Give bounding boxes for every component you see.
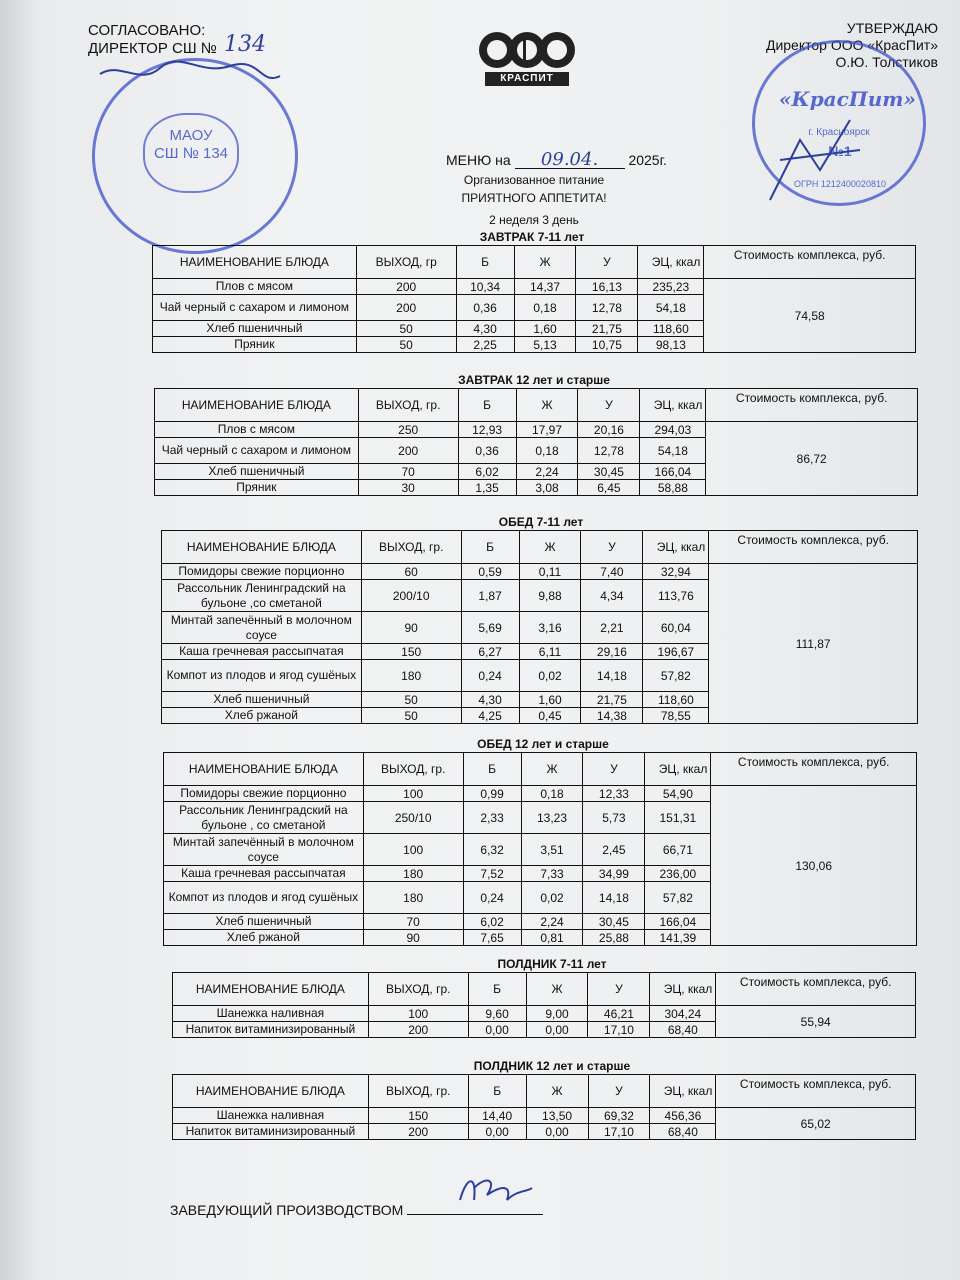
dish-fat: 0,18: [514, 295, 576, 321]
approved-label: СОГЛАСОВАНО:: [88, 22, 206, 39]
stamp-line1: МАОУ: [169, 127, 213, 144]
dish-carbs: 20,16: [578, 422, 640, 438]
col-protein-header: Б: [456, 246, 514, 279]
table-header-row: [173, 1075, 916, 1108]
dish-fat: 0,00: [526, 1022, 588, 1038]
signature-right-icon: [760, 100, 880, 210]
dish-carbs: 12,33: [583, 786, 645, 802]
dish-yield: 200: [368, 1124, 468, 1140]
dish-yield: 70: [363, 914, 463, 930]
dish-fat: 14,37: [514, 279, 576, 295]
dish-yield: 90: [361, 612, 461, 644]
dish-energy: 60,04: [643, 612, 709, 644]
complex-cost: 55,94: [716, 1006, 916, 1038]
section-title: ПОЛДНИК 7-11 лет: [497, 957, 607, 971]
dish-carbs: 34,99: [583, 866, 645, 882]
org-line: Организованное питание: [463, 173, 605, 187]
col-name-header: НАИМЕНОВАНИЕ БЛЮДА: [153, 246, 357, 279]
dish-name: Шанежка наливная: [173, 1006, 369, 1022]
dish-name: Хлеб пшеничный: [153, 321, 357, 337]
col-cost-header: Стоимость комплекса, руб.: [716, 973, 916, 1006]
menu-date: 09.04.: [515, 152, 625, 169]
col-name-header: НАИМЕНОВАНИЕ БЛЮДА: [173, 1075, 369, 1108]
table-header-row: [153, 246, 916, 279]
col-carbs-header: У: [588, 1075, 650, 1108]
col-name-header: НАИМЕНОВАНИЕ БЛЮДА: [164, 753, 364, 786]
dish-yield: 50: [356, 321, 456, 337]
dish-protein: 2,33: [463, 802, 521, 834]
dish-carbs: 5,73: [583, 802, 645, 834]
complex-cost: 130,06: [711, 786, 917, 946]
dish-carbs: 69,32: [588, 1108, 650, 1124]
stamp-line2: СШ № 134: [153, 145, 229, 162]
dish-carbs: 17,10: [588, 1124, 650, 1140]
dish-protein: 4,25: [461, 708, 519, 724]
menu-prefix: МЕНЮ на: [446, 152, 511, 168]
dish-carbs: 29,16: [581, 644, 643, 660]
dish-fat: 9,88: [519, 580, 581, 612]
dish-name: Хлеб пшеничный: [162, 692, 362, 708]
dish-fat: 0,00: [526, 1124, 588, 1140]
dish-energy: 235,23: [638, 279, 704, 295]
dish-fat: 3,16: [519, 612, 581, 644]
col-yield-header: ВЫХОД, гр: [356, 246, 456, 279]
director-school-label: ДИРЕКТОР СШ №: [88, 40, 217, 57]
dish-energy: 151,31: [645, 802, 711, 834]
dish-protein: 0,59: [461, 564, 519, 580]
dish-energy: 58,88: [640, 480, 706, 496]
dish-fat: 3,08: [516, 480, 578, 496]
dish-energy: 294,03: [640, 422, 706, 438]
dish-fat: 7,33: [521, 866, 583, 882]
table-header-row: [162, 531, 918, 564]
menu-table: [152, 245, 916, 353]
dish-carbs: 6,45: [578, 480, 640, 496]
dish-name: Плов с мясом: [155, 422, 359, 438]
dish-fat: 0,18: [521, 786, 583, 802]
dish-name: Компот из плодов и ягод сушёных: [162, 660, 362, 692]
col-protein-header: Б: [461, 531, 519, 564]
dish-fat: 0,81: [521, 930, 583, 946]
col-fat-header: Ж: [519, 531, 581, 564]
dish-energy: 118,60: [638, 321, 704, 337]
dish-fat: 2,24: [521, 914, 583, 930]
col-yield-header: ВЫХОД, гр.: [368, 973, 468, 1006]
dish-protein: 14,40: [468, 1108, 526, 1124]
dish-energy: 196,67: [643, 644, 709, 660]
approval-block-left: [88, 22, 266, 58]
dish-energy: 78,55: [643, 708, 709, 724]
week-day: 2 неделя 3 день: [489, 213, 579, 227]
col-cost-header: Стоимость комплекса, руб.: [716, 1075, 916, 1108]
dish-yield: 50: [361, 708, 461, 724]
dish-energy: 98,13: [638, 337, 704, 353]
kraspit-logo: [473, 28, 581, 86]
col-energy-header: ЭЦ, ккал: [643, 531, 709, 564]
col-yield-header: ВЫХОД, гр.: [358, 389, 458, 422]
dish-name: Плов с мясом: [153, 279, 357, 295]
col-cost-header: Стоимость комплекса, руб.: [709, 531, 918, 564]
col-cost-header: Стоимость комплекса, руб.: [711, 753, 917, 786]
dish-name: Пряник: [153, 337, 357, 353]
dish-yield: 180: [361, 660, 461, 692]
dish-carbs: 2,45: [583, 834, 645, 866]
dish-name: Каша гречневая рассыпчатая: [164, 866, 364, 882]
col-energy-header: ЭЦ, ккал: [650, 973, 716, 1006]
dish-yield: 200: [368, 1022, 468, 1038]
menu-table: [154, 388, 918, 496]
dish-protein: 5,69: [461, 612, 519, 644]
menu-table: [172, 972, 916, 1038]
dish-protein: 9,60: [468, 1006, 526, 1022]
dish-name: Компот из плодов и ягод сушёных: [164, 882, 364, 914]
wish-line: ПРИЯТНОГО АППЕТИТА!: [461, 191, 607, 205]
dish-fat: 0,45: [519, 708, 581, 724]
dish-protein: 0,36: [456, 295, 514, 321]
dish-yield: 100: [363, 786, 463, 802]
dish-carbs: 46,21: [588, 1006, 650, 1022]
dish-yield: 50: [356, 337, 456, 353]
col-carbs-header: У: [583, 753, 645, 786]
dish-yield: 50: [361, 692, 461, 708]
school-number-handwritten: 134: [224, 32, 266, 57]
dish-yield: 200: [356, 279, 456, 295]
stamp-ogrn: ОГРН 1212400020810: [794, 179, 886, 189]
table-row: [173, 1006, 916, 1022]
dish-yield: 100: [368, 1006, 468, 1022]
dish-protein: 0,99: [463, 786, 521, 802]
col-protein-header: Б: [468, 1075, 526, 1108]
dish-name: Минтай запечённый в молочном соусе: [164, 834, 364, 866]
dish-fat: 0,02: [521, 882, 583, 914]
dish-yield: 200/10: [361, 580, 461, 612]
section-title: ЗАВТРАК 7-11 лет: [479, 230, 585, 244]
dish-energy: 166,04: [640, 464, 706, 480]
dish-protein: 6,27: [461, 644, 519, 660]
stamp-brand: «КрасПит»: [779, 87, 916, 111]
col-fat-header: Ж: [526, 973, 588, 1006]
dish-carbs: 30,45: [578, 464, 640, 480]
dish-yield: 180: [363, 866, 463, 882]
stamp-city: г. Красноярск: [808, 127, 870, 138]
dish-fat: 6,11: [519, 644, 581, 660]
dish-fat: 13,23: [521, 802, 583, 834]
dish-carbs: 21,75: [576, 321, 638, 337]
stamp-number: №1: [828, 143, 852, 159]
col-energy-header: ЭЦ, ккал: [638, 246, 704, 279]
dish-protein: 0,24: [461, 660, 519, 692]
dish-protein: 7,52: [463, 866, 521, 882]
dish-protein: 4,30: [461, 692, 519, 708]
dish-energy: 68,40: [650, 1022, 716, 1038]
dish-carbs: 25,88: [583, 930, 645, 946]
dish-fat: 9,00: [526, 1006, 588, 1022]
dish-protein: 6,02: [463, 914, 521, 930]
col-protein-header: Б: [468, 973, 526, 1006]
dish-energy: 32,94: [643, 564, 709, 580]
dish-carbs: 7,40: [581, 564, 643, 580]
dish-protein: 6,32: [463, 834, 521, 866]
dish-yield: 60: [361, 564, 461, 580]
col-yield-header: ВЫХОД, гр.: [368, 1075, 468, 1108]
dish-energy: 57,82: [643, 660, 709, 692]
dish-energy: 54,90: [645, 786, 711, 802]
dish-carbs: 14,18: [583, 882, 645, 914]
dish-protein: 1,35: [458, 480, 516, 496]
dish-yield: 180: [363, 882, 463, 914]
col-name-header: НАИМЕНОВАНИЕ БЛЮДА: [173, 973, 369, 1006]
dish-protein: 7,65: [463, 930, 521, 946]
menu-title: [446, 149, 667, 170]
dish-carbs: 21,75: [581, 692, 643, 708]
dish-name: Минтай запечённый в молочном соусе: [162, 612, 362, 644]
dish-yield: 90: [363, 930, 463, 946]
menu-table: [172, 1074, 916, 1140]
dish-carbs: 17,10: [588, 1022, 650, 1038]
dish-name: Пряник: [155, 480, 359, 496]
approve-label: УТВЕРЖДАЮ: [846, 20, 938, 36]
col-fat-header: Ж: [516, 389, 578, 422]
table-row: [173, 1108, 916, 1124]
dish-name: Хлеб ржаной: [162, 708, 362, 724]
dish-yield: 150: [368, 1108, 468, 1124]
col-energy-header: ЭЦ, ккал: [650, 1075, 716, 1108]
dish-fat: 17,97: [516, 422, 578, 438]
col-name-header: НАИМЕНОВАНИЕ БЛЮДА: [155, 389, 359, 422]
col-carbs-header: У: [576, 246, 638, 279]
dish-yield: 150: [361, 644, 461, 660]
logo-emblem-icon: [473, 28, 581, 74]
section-title: ЗАВТРАК 12 лет и старше: [458, 373, 610, 387]
dish-energy: 166,04: [645, 914, 711, 930]
dish-fat: 3,51: [521, 834, 583, 866]
dish-yield: 70: [358, 464, 458, 480]
dish-fat: 0,18: [516, 438, 578, 464]
dish-protein: 0,00: [468, 1022, 526, 1038]
dish-energy: 118,60: [643, 692, 709, 708]
dish-name: Каша гречневая рассыпчатая: [162, 644, 362, 660]
table-header-row: [164, 753, 917, 786]
dish-protein: 1,87: [461, 580, 519, 612]
dish-fat: 1,60: [519, 692, 581, 708]
col-protein-header: Б: [458, 389, 516, 422]
dish-carbs: 12,78: [576, 295, 638, 321]
dish-energy: 68,40: [650, 1124, 716, 1140]
dish-name: Шанежка наливная: [173, 1108, 369, 1124]
dish-carbs: 10,75: [576, 337, 638, 353]
dish-fat: 0,02: [519, 660, 581, 692]
dish-name: Чай черный с сахаром и лимоном: [155, 438, 359, 464]
dish-protein: 10,34: [456, 279, 514, 295]
dish-name: Рассольник Ленинградский на бульоне , со сметаной: [164, 802, 364, 834]
section-title: ОБЕД 12 лет и старше: [477, 737, 609, 751]
dish-energy: 57,82: [645, 882, 711, 914]
col-carbs-header: У: [588, 973, 650, 1006]
section-title: ОБЕД 7-11 лет: [498, 515, 584, 529]
dish-fat: 1,60: [514, 321, 576, 337]
signature-left-icon: [90, 56, 300, 156]
dish-energy: 141,39: [645, 930, 711, 946]
dish-yield: 100: [363, 834, 463, 866]
table-row: [153, 279, 916, 295]
dish-protein: 0,24: [463, 882, 521, 914]
dish-name: Рассольник Ленинградский на бульоне ,со сметаной: [162, 580, 362, 612]
dish-energy: 54,18: [640, 438, 706, 464]
dish-fat: 5,13: [514, 337, 576, 353]
dish-carbs: 14,38: [581, 708, 643, 724]
dish-energy: 66,71: [645, 834, 711, 866]
dish-name: Хлеб пшеничный: [164, 914, 364, 930]
dish-protein: 4,30: [456, 321, 514, 337]
dish-energy: 304,24: [650, 1006, 716, 1022]
col-carbs-header: У: [578, 389, 640, 422]
dish-yield: 30: [358, 480, 458, 496]
dish-name: Напиток витаминизированный: [173, 1124, 369, 1140]
dish-carbs: 2,21: [581, 612, 643, 644]
director-company-label: Директор ООО «КрасПит»: [765, 37, 938, 53]
dish-yield: 200: [356, 295, 456, 321]
dish-fat: 2,24: [516, 464, 578, 480]
dish-protein: 2,25: [456, 337, 514, 353]
col-name-header: НАИМЕНОВАНИЕ БЛЮДА: [162, 531, 362, 564]
dish-name: Чай черный с сахаром и лимоном: [153, 295, 357, 321]
dish-yield: 250/10: [363, 802, 463, 834]
dish-energy: 236,00: [645, 866, 711, 882]
complex-cost: 65,02: [716, 1108, 916, 1140]
dish-carbs: 4,34: [581, 580, 643, 612]
dish-energy: 54,18: [638, 295, 704, 321]
dish-carbs: 30,45: [583, 914, 645, 930]
dish-carbs: 14,18: [581, 660, 643, 692]
section-title: ПОЛДНИК 12 лет и старше: [473, 1059, 631, 1073]
dish-name: Хлеб ржаной: [164, 930, 364, 946]
complex-cost: 86,72: [706, 422, 918, 496]
logo-text: КРАСПИТ: [485, 72, 569, 86]
col-energy-header: ЭЦ, ккал: [640, 389, 706, 422]
dish-carbs: 16,13: [576, 279, 638, 295]
dish-energy: 456,36: [650, 1108, 716, 1124]
table-header-row: [155, 389, 918, 422]
dish-fat: 13,50: [526, 1108, 588, 1124]
table-row: [155, 422, 918, 438]
menu-year: 2025г.: [628, 152, 667, 168]
menu-table: [161, 530, 918, 724]
dish-name: Помидоры свежие порционно: [164, 786, 364, 802]
complex-cost: 111,87: [709, 564, 918, 724]
dish-energy: 113,76: [643, 580, 709, 612]
table-header-row: [173, 973, 916, 1006]
director-name: О.Ю. Толстиков: [835, 54, 938, 70]
footer-label: ЗАВЕДУЮЩИЙ ПРОИЗВОДСТВОМ: [170, 1202, 404, 1218]
col-carbs-header: У: [581, 531, 643, 564]
dish-protein: 0,00: [468, 1124, 526, 1140]
col-yield-header: ВЫХОД, гр.: [363, 753, 463, 786]
col-energy-header: ЭЦ, ккал: [645, 753, 711, 786]
table-row: [162, 564, 918, 580]
menu-table: [163, 752, 917, 946]
dish-carbs: 12,78: [578, 438, 640, 464]
dish-protein: 0,36: [458, 438, 516, 464]
dish-yield: 200: [358, 438, 458, 464]
dish-name: Помидоры свежие порционно: [162, 564, 362, 580]
col-fat-header: Ж: [526, 1075, 588, 1108]
col-fat-header: Ж: [514, 246, 576, 279]
dish-protein: 12,93: [458, 422, 516, 438]
manager-signature-icon: [452, 1170, 542, 1210]
complex-cost: 74,58: [704, 279, 916, 353]
col-yield-header: ВЫХОД, гр.: [361, 531, 461, 564]
dish-yield: 250: [358, 422, 458, 438]
col-protein-header: Б: [463, 753, 521, 786]
dish-name: Напиток витаминизированный: [173, 1022, 369, 1038]
dish-name: Хлеб пшеничный: [155, 464, 359, 480]
dish-fat: 0,11: [519, 564, 581, 580]
signature-line: [407, 1214, 543, 1215]
col-cost-header: Стоимость комплекса, руб.: [704, 246, 916, 279]
table-row: [164, 786, 917, 802]
col-cost-header: Стоимость комплекса, руб.: [706, 389, 918, 422]
col-fat-header: Ж: [521, 753, 583, 786]
dish-protein: 6,02: [458, 464, 516, 480]
